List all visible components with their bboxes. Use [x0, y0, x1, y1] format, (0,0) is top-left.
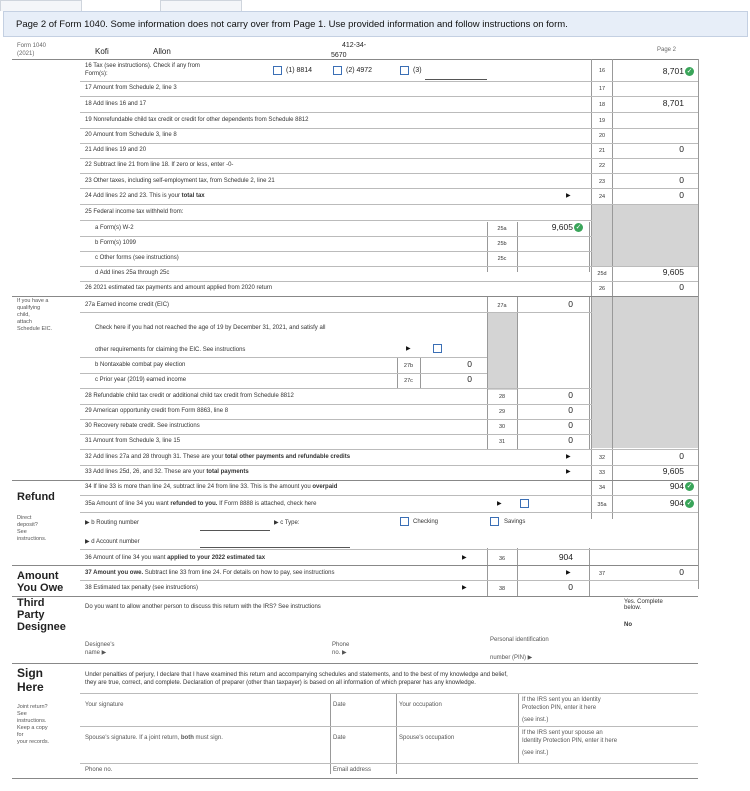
line27c-value[interactable]: 0 — [467, 374, 472, 384]
line17-label: 17 Amount from Schedule 2, line 3 — [85, 85, 177, 91]
line18-value[interactable]: 8,701 — [662, 98, 684, 108]
rule-17 — [80, 96, 698, 97]
eic-side-note: If you have a qualifying child, attach Schedule EIC. — [17, 298, 53, 332]
line33-value[interactable]: 9,605 — [662, 466, 684, 476]
savings-label: Savings — [504, 519, 526, 525]
rule-25a — [80, 236, 592, 237]
sig-col-c — [518, 694, 519, 764]
line16-label2: Form(s): — [85, 71, 108, 77]
line27a-label: 27a Earned income credit (EIC) — [85, 302, 170, 308]
mid-col-c — [589, 222, 590, 272]
line21-value[interactable]: 0 — [679, 144, 684, 154]
line18-num: 18 — [598, 102, 606, 108]
rule-25c — [80, 266, 698, 267]
form-other-checkbox[interactable] — [400, 66, 409, 75]
line28-value[interactable]: 0 — [568, 390, 573, 400]
rule-perjury — [80, 693, 698, 694]
line35a-arrow-icon: ▶ — [497, 501, 502, 507]
spouse-ipin-label-1: If the IRS sent your spouse an — [522, 730, 603, 736]
rule-25 — [80, 220, 592, 221]
form-year: (2021) — [17, 51, 35, 57]
checking-label: Checking — [413, 519, 439, 525]
line33-num: 33 — [598, 470, 606, 476]
line25-label: 25 Federal income tax withheld from: — [85, 209, 184, 215]
form-8814-label: (1) 8814 — [286, 67, 313, 74]
routing-label: ▶ b Routing number — [85, 520, 139, 526]
line29-num: 29 — [498, 409, 506, 415]
eic-age-checkbox[interactable] — [433, 344, 442, 353]
line25d-label: d Add lines 25a through 25c — [95, 270, 170, 276]
form-4972-checkbox[interactable] — [333, 66, 342, 75]
line16-value[interactable]: 8,701 — [662, 66, 684, 76]
phone-number-label[interactable]: Phone no. — [85, 767, 113, 773]
col-line-c — [698, 59, 699, 589]
rule-27a — [80, 312, 592, 313]
line16-num: 16 — [598, 68, 606, 74]
line30-num: 30 — [498, 424, 506, 430]
shade-27-val — [613, 296, 698, 448]
checking-checkbox[interactable] — [400, 517, 409, 526]
shade-25 — [592, 204, 612, 266]
form-number: Form 1040 — [17, 43, 47, 49]
line21-label: 21 Add lines 19 and 20 — [85, 147, 147, 153]
line38-value[interactable]: 0 — [568, 582, 573, 592]
rule-26 — [12, 296, 698, 297]
rule-28 — [80, 404, 592, 405]
page-tabs — [0, 0, 750, 11]
rule-18 — [80, 112, 698, 113]
rule-27-check — [80, 357, 487, 358]
line33-arrow-icon: ▶ — [566, 469, 571, 475]
line24-label: 24 Add lines 22 and 23. This is your total tax — [85, 193, 205, 199]
line26-num: 26 — [598, 286, 606, 292]
rule-36 — [12, 565, 698, 566]
line35a-check-icon: ✓ — [686, 500, 693, 507]
account-type-label: ▶ c Type: — [274, 520, 300, 526]
mid-col-k — [589, 548, 590, 596]
rule-38 — [12, 596, 698, 597]
rule-27c — [80, 388, 592, 389]
designee-question: Do you want to allow another person to discuss this return with the IRS? See instructions — [85, 604, 321, 610]
designee-phone-label: Phone no. ▶ — [332, 642, 350, 656]
email-address-label[interactable]: Email address — [333, 767, 372, 773]
designee-pin-label: Personal identification — [490, 637, 549, 643]
rule-16 — [80, 81, 698, 82]
line24-value[interactable]: 0 — [679, 190, 684, 200]
rule-20 — [80, 143, 698, 144]
shade-27 — [592, 296, 612, 448]
rule-37 — [80, 580, 698, 581]
rule-35a — [80, 512, 698, 513]
instruction-banner: Page 2 of Form 1040. Some information does not carry over from Page 1. Use provided information and follow instructions on form. — [3, 11, 748, 37]
line22-label: 22 Subtract line 21 from line 18. If zero or less, enter -0- — [85, 162, 234, 168]
line37-arrow-icon: ▶ — [566, 570, 571, 576]
line30-value[interactable]: 0 — [568, 420, 573, 430]
page-label: Page 2 — [657, 47, 677, 53]
line27b-value[interactable]: 0 — [467, 359, 472, 369]
line25c-label: c Other forms (see instructions) — [95, 255, 179, 261]
line25a-check-icon: ✓ — [575, 224, 582, 231]
line27b-label: b Nontaxable combat pay election — [95, 362, 186, 368]
line37-label: 37 Amount you owe. Subtract line 33 from line 24. For details on how to pay, see instructions — [85, 570, 335, 576]
line33-label: 33 Add lines 25d, 26, and 32. These are your total payments — [85, 469, 249, 475]
line20-num: 20 — [598, 133, 606, 139]
line23-value[interactable]: 0 — [679, 175, 684, 185]
line30-label: 30 Recovery rebate credit. See instructions — [85, 423, 200, 429]
sign-here-heading: Sign Here — [17, 666, 44, 694]
line28-label: 28 Refundable child tax credit or additional child tax credit from Schedule 8812 — [85, 393, 294, 399]
ipin-label-3[interactable]: (see inst.) — [522, 717, 549, 723]
rule-35d — [80, 549, 698, 550]
line35a-label: 35a Amount of line 34 you want refunded to you. If Form 8888 is attached, check here — [85, 501, 317, 507]
line26-value[interactable]: 0 — [679, 282, 684, 292]
line27a-num: 27a — [497, 303, 507, 309]
line31-num: 31 — [498, 439, 506, 445]
line19-num: 19 — [598, 118, 606, 124]
line18-label: 18 Add lines 16 and 17 — [85, 101, 147, 107]
line24-num: 24 — [598, 194, 606, 200]
sig-col-b — [396, 694, 397, 774]
rule-23 — [80, 188, 698, 189]
mid-col-f — [589, 296, 590, 450]
line26-label: 26 2021 estimated tax payments and amount applied from 2020 return — [85, 285, 273, 291]
line32-arrow-icon: ▶ — [566, 454, 571, 460]
mid-col-j — [517, 548, 518, 596]
rule-30 — [80, 434, 592, 435]
line25d-value[interactable]: 9,605 — [662, 267, 684, 277]
routing-number-field[interactable] — [200, 530, 270, 531]
rule-25d — [80, 281, 698, 282]
amount-owe-heading: Amount You Owe — [17, 570, 64, 594]
your-signature-label[interactable]: Your signature — [85, 702, 124, 708]
line34-check-icon: ✓ — [686, 483, 693, 490]
account-number-field[interactable] — [200, 547, 350, 548]
ssn-part2[interactable]: 5670 — [331, 52, 347, 59]
rule-sig2 — [80, 763, 698, 764]
line36-arrow-icon: ▶ — [462, 555, 467, 561]
line25a-value[interactable]: 9,605 — [551, 222, 573, 232]
designee-name-label: Designee's name ▶ — [85, 642, 115, 656]
line23-num: 23 — [598, 179, 606, 185]
line31-label: 31 Amount from Schedule 3, line 15 — [85, 438, 181, 444]
last-name[interactable]: Allon — [153, 47, 171, 56]
first-name[interactable]: Kofi — [95, 47, 109, 56]
line35a-num: 35a — [597, 502, 607, 508]
savings-checkbox[interactable] — [490, 517, 499, 526]
your-occupation-label[interactable]: Your occupation — [399, 702, 442, 708]
perjury-statement-2: they are true, correct, and complete. Declaration of preparer (other than taxpayer) is based on all information of which preparer has any knowledge. — [85, 680, 476, 686]
rule-19 — [80, 128, 698, 129]
line25a-num: 25a — [497, 226, 507, 232]
designee-pin-label2: number (PIN) ▶ — [490, 655, 533, 661]
line25b-num: 25b — [497, 241, 507, 247]
line16-check-icon: ✓ — [686, 68, 693, 75]
line28-num: 28 — [498, 394, 506, 400]
line36-num: 36 — [498, 556, 506, 562]
line25b-label: b Form(s) 1099 — [95, 240, 137, 246]
line36-label: 36 Amount of line 34 you want applied to your 2022 estimated tax — [85, 555, 266, 561]
eic-other-req-label: other requirements for claiming the EIC. See instructions — [95, 347, 246, 353]
date-label[interactable]: Date — [333, 702, 346, 708]
line35a-value[interactable]: 904 — [669, 498, 684, 508]
spouse-ipin-label-3[interactable]: (see inst.) — [522, 750, 549, 756]
line27b-num: 27b — [403, 363, 414, 369]
ipin-label-2: Protection PIN, enter it here — [522, 705, 597, 711]
line25c-num: 25c — [497, 256, 507, 262]
designee-yes-label[interactable]: Yes. Complete below. — [624, 599, 663, 611]
perjury-statement-1: Under penalties of perjury, I declare that I have examined this return and accompanying schedules and statements, and to the best of my knowledge and belief, — [85, 672, 508, 678]
line34-value[interactable]: 904 — [669, 481, 684, 491]
line23-label: 23 Other taxes, including self-employment tax, from Schedule 2, line 21 — [85, 178, 275, 184]
line29-value[interactable]: 0 — [568, 405, 573, 415]
joint-return-note: Joint return? See instructions. Keep a copy for your records. — [17, 704, 50, 745]
tab-1[interactable] — [0, 0, 82, 11]
line17-num: 17 — [598, 86, 606, 92]
mid-col-e — [517, 296, 518, 450]
form-other-label: (3) — [413, 67, 422, 74]
mid-col-b — [517, 222, 518, 272]
line37-num: 37 — [598, 571, 606, 577]
line32-value[interactable]: 0 — [679, 451, 684, 461]
rule-33 — [12, 480, 698, 481]
rule-32 — [80, 465, 698, 466]
line34-num: 34 — [598, 485, 606, 491]
eic-arrow-icon: ▶ — [406, 346, 411, 352]
rule-29 — [80, 419, 592, 420]
tab-2[interactable] — [160, 0, 242, 11]
line25d-num: 25d — [597, 271, 607, 277]
line38-arrow-icon: ▶ — [462, 585, 467, 591]
shade-25-val — [613, 204, 698, 266]
spouse-signature-label[interactable]: Spouse's signature. If a joint return, both must sign. — [85, 735, 223, 741]
line32-label: 32 Add lines 27a and 28 through 31. These are your total other payments and refundable credits — [85, 454, 351, 460]
direct-deposit-note: Direct deposit? See instructions. — [17, 515, 47, 542]
designee-heading: Third Party Designee — [17, 597, 66, 633]
line29-label: 29 American opportunity credit from Form 8863, line 8 — [85, 408, 229, 414]
line19-label: 19 Nonrefundable child tax credit or credit for other dependents from Schedule 8812 — [85, 117, 309, 123]
rule-sig1 — [80, 726, 698, 727]
line27c-num: 27c — [404, 378, 413, 384]
header-rule — [12, 59, 698, 60]
line31-value[interactable]: 0 — [568, 435, 573, 445]
designee-no-label[interactable]: No — [624, 622, 632, 628]
line22-num: 22 — [598, 163, 606, 169]
account-number-label: ▶ d Account number — [85, 539, 140, 545]
form-4972-label: (2) 4972 — [346, 67, 373, 74]
refund-heading: Refund — [17, 491, 55, 503]
form-8814-checkbox[interactable] — [273, 66, 282, 75]
spouse-ipin-label-2: Identity Protection PIN, enter it here — [522, 738, 618, 744]
line37-value[interactable]: 0 — [679, 567, 684, 577]
rule-31 — [80, 449, 698, 450]
line16-label: 16 Tax (see instructions). Check if any from — [85, 63, 200, 69]
eic-age-check-label: Check here if you had not reached the age of 19 by December 31, 2021, and satisfy all — [95, 325, 326, 331]
spouse-date-label[interactable]: Date — [333, 735, 346, 741]
rule-24 — [80, 204, 698, 205]
shade-27-mid — [487, 312, 517, 390]
sig-col-a — [330, 694, 331, 774]
ssn-part1[interactable]: 412-34- — [342, 42, 367, 49]
line27c-label: c Prior year (2019) earned income — [95, 377, 187, 383]
line20-label: 20 Amount from Schedule 3, line 8 — [85, 132, 177, 138]
rule-21 — [80, 158, 698, 159]
form-8888-checkbox[interactable] — [520, 499, 529, 508]
rule-designee — [12, 663, 698, 664]
rule-34 — [80, 495, 698, 496]
line24-arrow-icon: ▶ — [566, 193, 571, 199]
rule-22 — [80, 173, 698, 174]
line32-num: 32 — [598, 455, 606, 461]
line27a-value[interactable]: 0 — [568, 299, 573, 309]
rule-25b — [80, 251, 592, 252]
spouse-occupation-label[interactable]: Spouse's occupation — [399, 735, 455, 741]
form-other-field[interactable] — [425, 79, 487, 80]
rule-bottom — [12, 778, 698, 779]
line34-label: 34 If line 33 is more than line 24, subtract line 24 from line 33. This is the amount you overpaid — [85, 484, 338, 490]
line25a-label: a Form(s) W-2 — [95, 225, 134, 231]
ipin-label-1: If the IRS sent you an Identity — [522, 697, 601, 703]
line38-label: 38 Estimated tax penalty (see instructions) — [85, 585, 199, 591]
line36-value[interactable]: 904 — [558, 552, 573, 562]
line38-num: 38 — [498, 586, 506, 592]
line21-num: 21 — [598, 148, 606, 154]
